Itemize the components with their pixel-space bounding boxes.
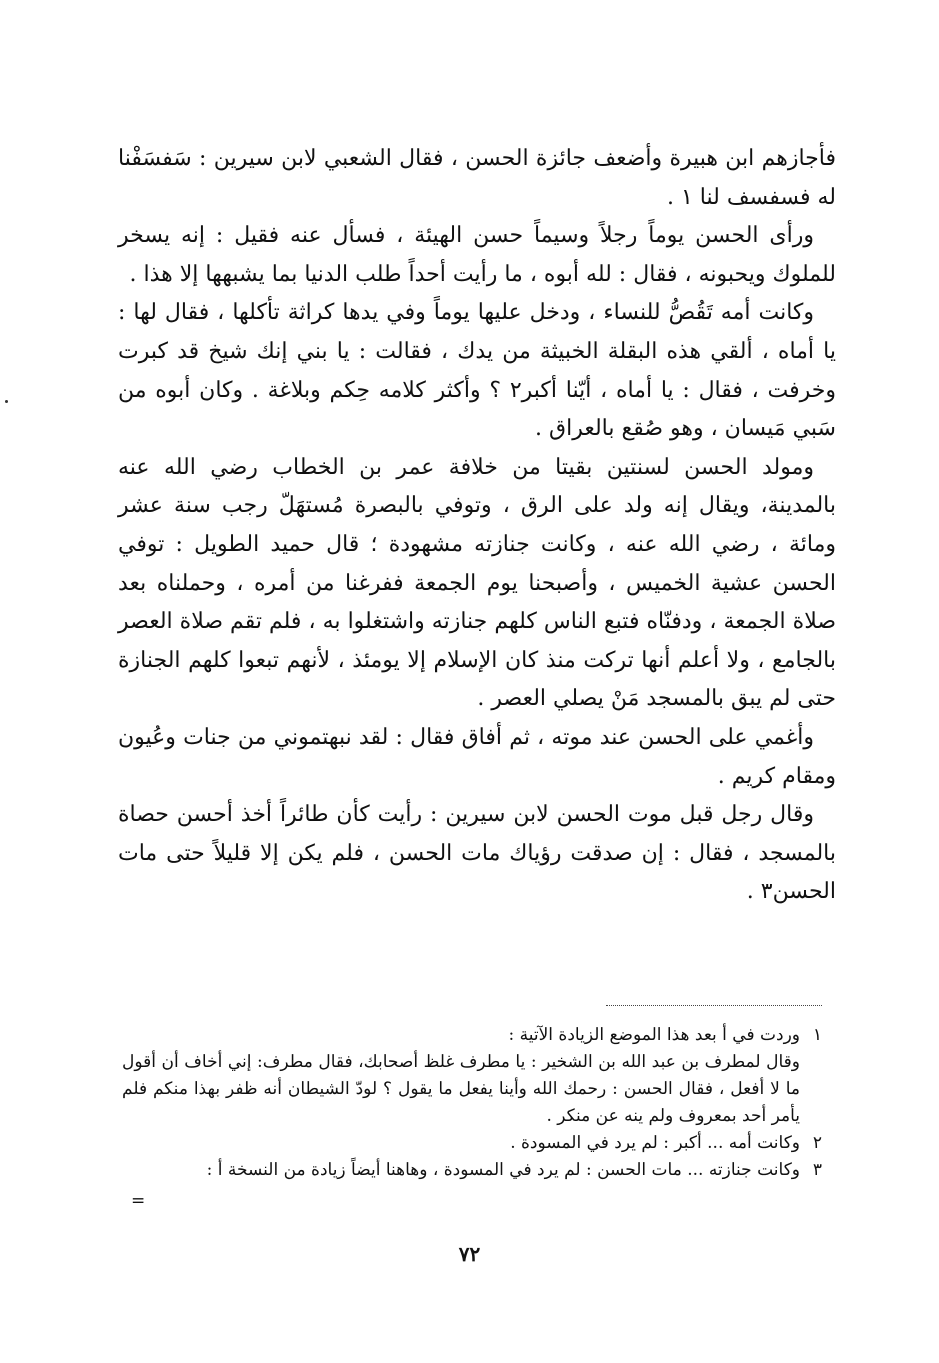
scan-speck <box>5 400 8 403</box>
footnote-divider <box>606 1005 822 1006</box>
footnote-text: وردت في أ بعد هذا الموضع الزيادة الآتية : <box>508 1025 800 1045</box>
footnote-text: وكانت جنازته ... مات الحسن : لم يرد في المسودة ، وهاهنا أيضاً زيادة من النسخة أ : <box>206 1160 800 1180</box>
footnote-number: ١ <box>812 1025 822 1045</box>
footnote-1-continuation: وقال لمطرف بن عبد الله بن الشخير : يا مطرف غلظ أصحابك، فقال مطرف: إني أخاف أن أقول ما لا أفعل ، فقال الحسن : رحمك الله وأينا يفعل ما يقول ؟ لودّ الشيطان أنه ظفر بهذا منكم فلم يأمر أحد بمعروف ولم ينه عن منكر . <box>122 1052 800 1126</box>
footnote-2 <box>122 1130 822 1157</box>
footnote-number: ٢ <box>812 1133 822 1153</box>
footnotes-block <box>122 1022 822 1184</box>
continuation-mark: = <box>131 1191 146 1211</box>
paragraph-2: ورأى الحسن يوماً رجلاً وسيماً حسن الهيئة ، فسأل عنه فقيل : إنه يسخر للملوك ويحبونه ، فقال : لله أبوه ، ما رأيت أحداً طلب الدنيا بما يشبهها إلا هذا . <box>118 223 836 287</box>
paragraph-6: وقال رجل قبل موت الحسن لابن سيرين : رأيت كأن طائراً أخذ أحسن حصاة بالمسجد ، فقال : إن صدقت رؤياك مات الحسن ، فلم يكن إلا قليلاً حتى مات الحسن٣ . <box>118 802 836 905</box>
footnote-text: وكانت أمه ... أكبر : لم يرد في المسودة . <box>510 1133 800 1153</box>
footnote-1 <box>122 1022 822 1049</box>
footnote-3 <box>122 1157 822 1184</box>
paragraph-3: وكانت أمه تَقُصُّ للنساء ، ودخل عليها يوماً وفي يدها كراثة تأكلها ، فقال لها : يا أماه ، ألقي هذه البقلة الخبيثة من يدك ، فقالت : يا بني إنك شيخ قد كبرت وخرفت ، فقال : يا أماه ، أيّنا أكبر٢ ؟ وأكثر كلامه حِكم وبلاغة . وكان أبوه من سَبي مَيسان ، وهو صُقع بالعراق . <box>118 300 836 442</box>
main-text-block <box>118 140 836 912</box>
footnote-number: ٣ <box>812 1160 822 1180</box>
page-number: ٧٢ <box>458 1242 481 1266</box>
paragraph-1: فأجازهم ابن هبيرة وأضعف جائزة الحسن ، فقال الشعبي لابن سيرين : سَفسَفْنا له فسفسف لنا ١ . <box>118 146 836 210</box>
paragraph-5: وأغمي على الحسن عند موته ، ثم أفاق فقال : لقد نبهتموني من جنات وعُيون ومقام كريم . <box>118 724 836 789</box>
paragraph-4: ومولد الحسن لسنتين بقيتا من خلافة عمر بن الخطاب رضي الله عنه بالمدينة، ويقال إنه ولد على الرق ، وتوفي بالبصرة مُستهَلّ رجب سنة عشر ومائة ، رضي الله عنه ، وكانت جنازته مشهودة ؛ قال حميد الطويل : توفي الحسن عشية الخميس ، وأصبحنا يوم الجمعة ففرغنا من أمره ، وحملناه بعد صلاة الجمعة ، ودفنّاه فتبع الناس كلهم جنازته واشتغلوا به ، فلم تقم صلاة العصر بالجامع ، ولا أعلم أنها تركت منذ كان الإسلام إلا يومئذ ، لأنهم تبعوا كلهم الجنازة حتى لم يبق بالمسجد مَنْ يصلي العصر . <box>118 454 836 712</box>
